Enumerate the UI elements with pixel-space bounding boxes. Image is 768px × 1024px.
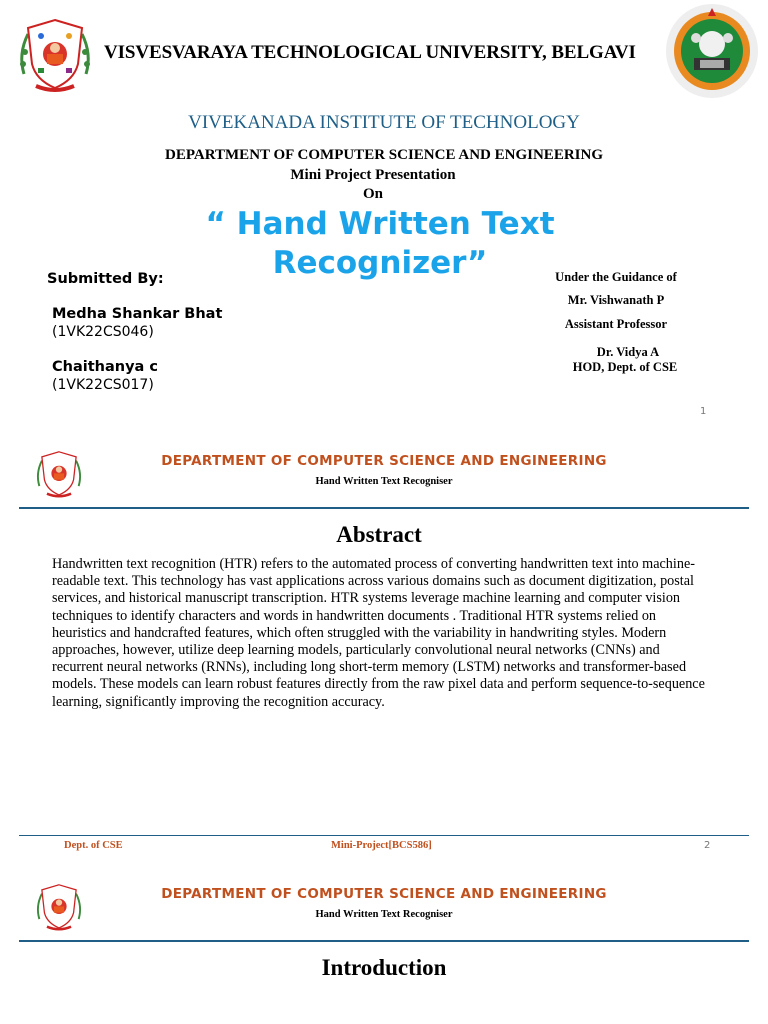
institute-title: VIVEKANADA INSTITUTE OF TECHNOLOGY xyxy=(188,112,580,133)
vtu-seal-icon xyxy=(664,2,760,100)
vivekananda-emblem-icon xyxy=(14,14,96,96)
header-divider xyxy=(19,940,749,942)
header-department: DEPARTMENT OF COMPUTER SCIENCE AND ENGINEERING xyxy=(161,886,607,902)
footer-course: Mini-Project[BCS586] xyxy=(331,840,432,851)
guide-role: Assistant Professor xyxy=(564,317,668,331)
footer-department: Dept. of CSE xyxy=(64,840,123,851)
abstract-text: Handwritten text recognition (HTR) refers to the automated process of converting handwritten text into machine-readable text. This technology has vast applications across various domains such as document digitization, postal services, and historical manuscript transcription. HTR systems leverage machine learning and computer vision techniques to identify characters and words in handwritten documents . Traditional HTR systems relied on heuristics and handcrafted features, which often struggled with the variability in handwriting styles. Modern approaches, however, utilize deep learning models, particularly convolutional neural networks (CNNs) and recurrent neural networks (RNNs), including long short-term memory (LSTM) networks and transformer-based models. These models can learn robust features directly from the raw pixel data and perform sequence-to-sequence learning, significantly improving the recognition accuracy. xyxy=(52,556,705,710)
header-subtitle: Hand Written Text Recogniser xyxy=(315,476,453,487)
student-usn: (1VK22CS046) xyxy=(52,324,154,340)
university-title: VISVESVARAYA TECHNOLOGICAL UNIVERSITY, BELGAVI xyxy=(104,42,636,63)
section-title: Introduction xyxy=(321,955,447,980)
project-title: “ Hand Written Text Recognizer” xyxy=(205,206,555,281)
footer-divider xyxy=(19,835,749,836)
header-department: DEPARTMENT OF COMPUTER SCIENCE AND ENGINEERING xyxy=(161,453,607,469)
student-usn: (1VK22CS017) xyxy=(52,377,154,393)
page-number: 1 xyxy=(700,406,707,417)
hod-name: Dr. Vidya A xyxy=(596,345,660,359)
section-title: Abstract xyxy=(336,522,422,547)
guidance-label: Under the Guidance of xyxy=(555,270,677,284)
presentation-type: Mini Project Presentation xyxy=(290,167,456,183)
page-number: 2 xyxy=(704,840,711,851)
submitted-by-label: Submitted By: xyxy=(47,271,164,287)
student-name: Medha Shankar Bhat xyxy=(52,306,223,322)
department-title: DEPARTMENT OF COMPUTER SCIENCE AND ENGINEERING xyxy=(165,147,603,163)
header-divider xyxy=(19,507,749,509)
guide-name: Mr. Vishwanath P xyxy=(567,293,665,307)
student-name: Chaithanya c xyxy=(52,359,158,375)
header-subtitle: Hand Written Text Recogniser xyxy=(315,909,453,920)
hod-role: HOD, Dept. of CSE xyxy=(572,360,678,374)
on-label: On xyxy=(362,186,383,202)
